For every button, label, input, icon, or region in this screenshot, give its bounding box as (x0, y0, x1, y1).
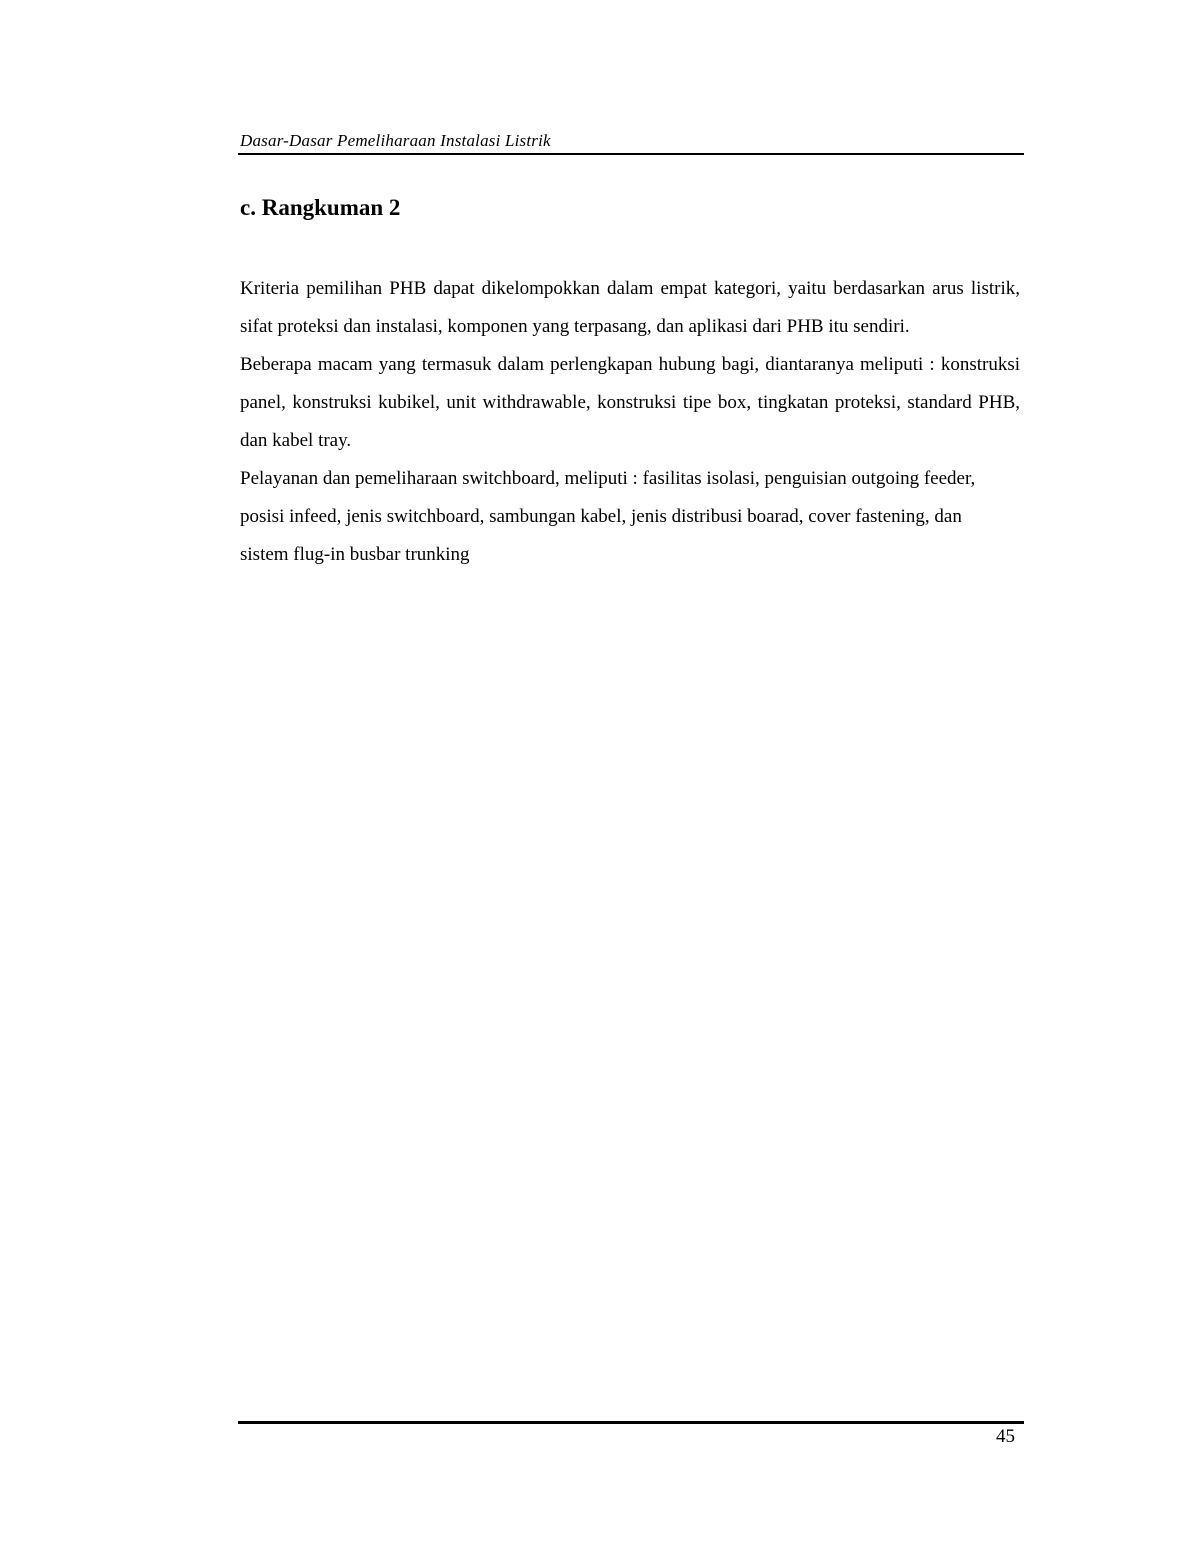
page-number: 45 (996, 1426, 1015, 1447)
paragraph-maintenance: Pelayanan dan pemeliharaan switchboard, meliputi : fasilitas isolasi, penguisian outgoing feeder, posisi infeed, jenis switchboard, sambungan kabel, jenis distribusi boarad, cover fastening, dan sistem flug-in busbar trunking (240, 468, 976, 565)
summary-body (240, 270, 1020, 574)
paragraph-criteria: Kriteria pemilihan PHB dapat dikelompokkan dalam empat kategori, yaitu berdasarkan arus listrik, sifat proteksi dan instalasi, komponen yang terpasang, dan aplikasi dari PHB itu sendiri. (240, 278, 1020, 337)
paragraph-equipment: Beberapa macam yang termasuk dalam perlengkapan hubung bagi, diantaranya meliputi : konstruksi panel, konstruksi kubikel, unit withdrawable, konstruksi tipe box, tingkatan proteksi, standard PHB, dan kabel tray. (240, 354, 1020, 451)
footer-rule (238, 1421, 1024, 1424)
header-rule (238, 153, 1024, 155)
running-header: Dasar-Dasar Pemeliharaan Instalasi Listrik (240, 131, 551, 150)
section-title: c. Rangkuman 2 (240, 195, 401, 220)
